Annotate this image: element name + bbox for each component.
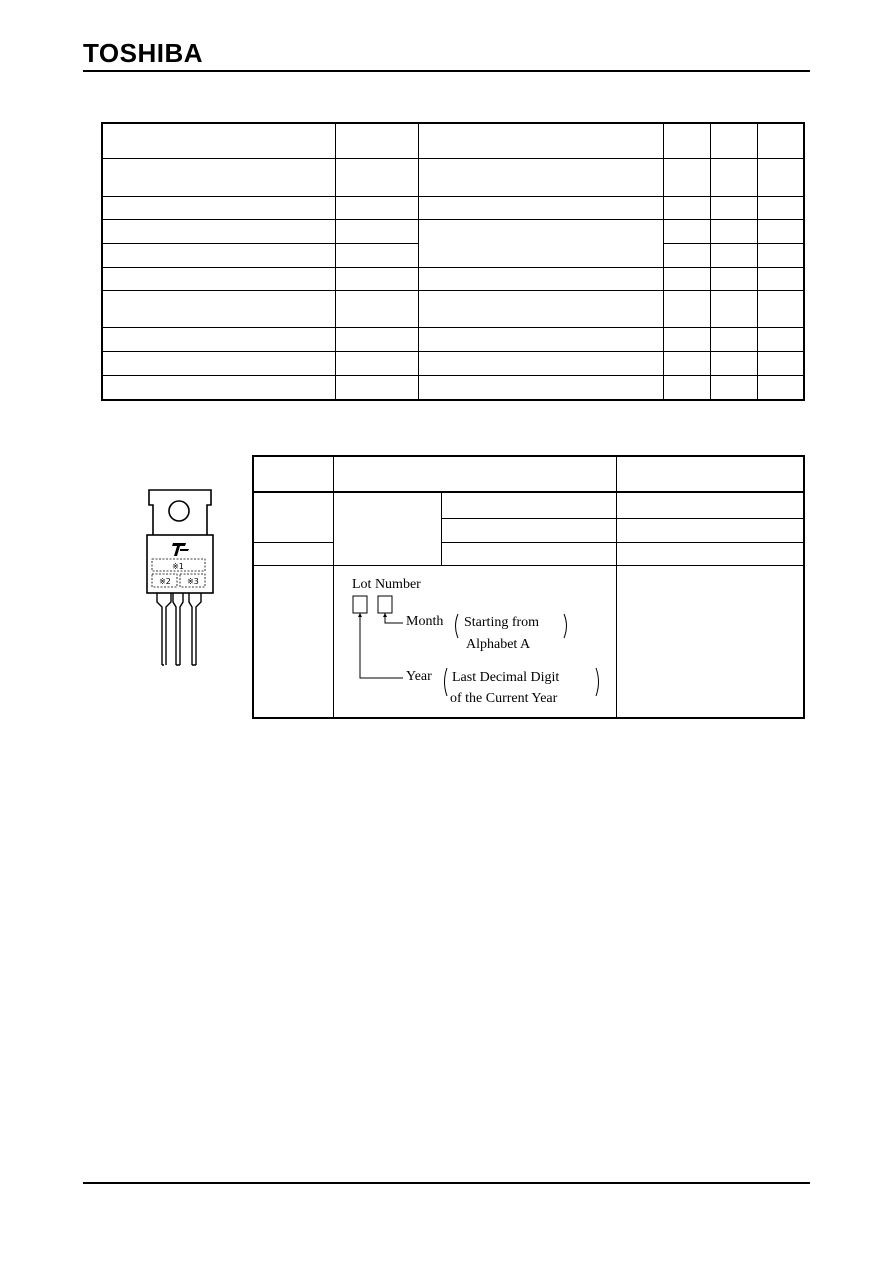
ratings-row-divider (102, 290, 804, 291)
year-desc-line1: Last Decimal Digit (452, 670, 560, 685)
marking-row-divider (253, 565, 804, 566)
ratings-row-divider (102, 267, 804, 268)
ratings-row-divider (102, 375, 804, 376)
month-desc-line1: Starting from (464, 615, 540, 630)
ratings-col-divider (757, 123, 758, 400)
marking-row-divider (441, 518, 804, 519)
mark-1-text: ※1 (172, 562, 184, 571)
marking-row-divider (441, 542, 804, 543)
ratings-row-divider (102, 158, 804, 159)
ratings-row-divider (102, 243, 418, 244)
ratings-row-divider (102, 219, 804, 220)
ratings-col-divider (418, 123, 419, 400)
header-rule (83, 70, 810, 72)
ratings-row-divider (102, 351, 804, 352)
marking-col-divider (616, 456, 617, 718)
marking-col-divider (441, 492, 442, 566)
toshiba-logo: TOSHIBA (83, 38, 204, 68)
month-label: Month (406, 614, 444, 629)
ratings-col-divider (710, 123, 711, 400)
ratings-col-divider (335, 123, 336, 400)
month-desc-line2: Alphabet A (466, 637, 531, 652)
ratings-table-frame (101, 122, 805, 401)
marking-header-rule (253, 491, 804, 493)
package-drawing (140, 485, 220, 670)
mark-2-text: ※2 (159, 577, 171, 586)
year-label: Year (406, 669, 432, 684)
ratings-row-divider (102, 327, 804, 328)
marking-col-divider (333, 456, 334, 718)
year-desc-line2: of the Current Year (450, 691, 558, 706)
footer-rule (83, 1182, 810, 1184)
ratings-col-divider (663, 123, 664, 400)
mark-3-text: ※3 (187, 577, 199, 586)
lot-number-title: Lot Number (352, 577, 421, 592)
ratings-row-divider (663, 243, 804, 244)
ratings-row-divider (102, 196, 804, 197)
marking-row-divider (253, 542, 334, 543)
